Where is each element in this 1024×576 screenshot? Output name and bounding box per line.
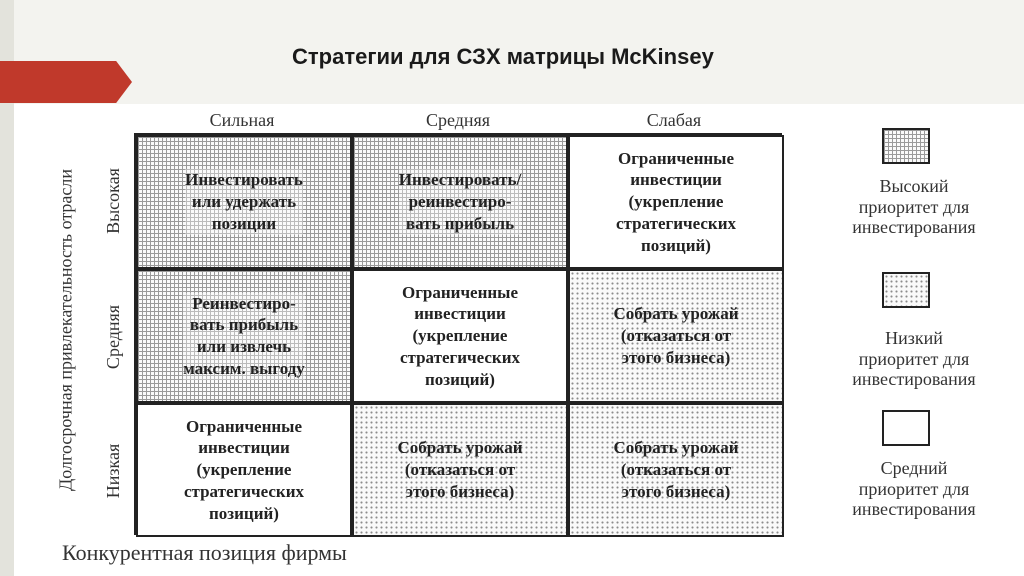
x-axis-label: Конкурентная позиция фирмы xyxy=(62,540,347,565)
legend-swatch-medium xyxy=(882,410,930,446)
matrix-cell: Реинвестиро- вать прибыль или извлечь максим. выгоду xyxy=(136,269,352,403)
matrix-cell: Инвестировать/ реинвестиро- вать прибыль xyxy=(352,135,568,269)
column-header-strong: Сильная xyxy=(209,110,275,130)
matrix-cell: Ограниченные инвестиции (укрепление стратегических позиций) xyxy=(136,403,352,537)
column-header-medium: Средняя xyxy=(425,110,491,130)
matrix-cell: Ограниченные инвестиции (укрепление стратегических позиций) xyxy=(352,269,568,403)
strategy-matrix xyxy=(134,133,782,535)
row-header-high: Высокая xyxy=(103,168,123,234)
legend-label-high: Высокий приоритет для инвестирования xyxy=(852,176,976,238)
matrix-cell: Собрать урожай (отказаться от этого бизнеса) xyxy=(568,403,784,537)
matrix-cell: Собрать урожай (отказаться от этого бизнеса) xyxy=(352,403,568,537)
legend-label-low: Низкий приоритет для инвестирования xyxy=(852,328,976,390)
matrix-cell: Ограниченные инвестиции (укрепление стратегических позиций) xyxy=(568,135,784,269)
legend-swatch-low xyxy=(882,272,930,308)
row-header-low: Низкая xyxy=(103,443,123,499)
row-header-medium: Средняя xyxy=(103,304,123,370)
matrix-cell: Собрать урожай (отказаться от этого бизнеса) xyxy=(568,269,784,403)
accent-arrow xyxy=(0,61,132,103)
slide-title: Стратегии для СЗХ матрицы McKinsey xyxy=(292,44,714,69)
legend-swatch-high xyxy=(882,128,930,164)
matrix-cell: Инвестировать или удержать позиции xyxy=(136,135,352,269)
column-header-weak: Слабая xyxy=(646,110,702,130)
legend-label-medium: Средний приоритет для инвестирования xyxy=(852,458,976,520)
y-axis-label: Долгосрочная привлекательность отрасли xyxy=(55,168,76,492)
